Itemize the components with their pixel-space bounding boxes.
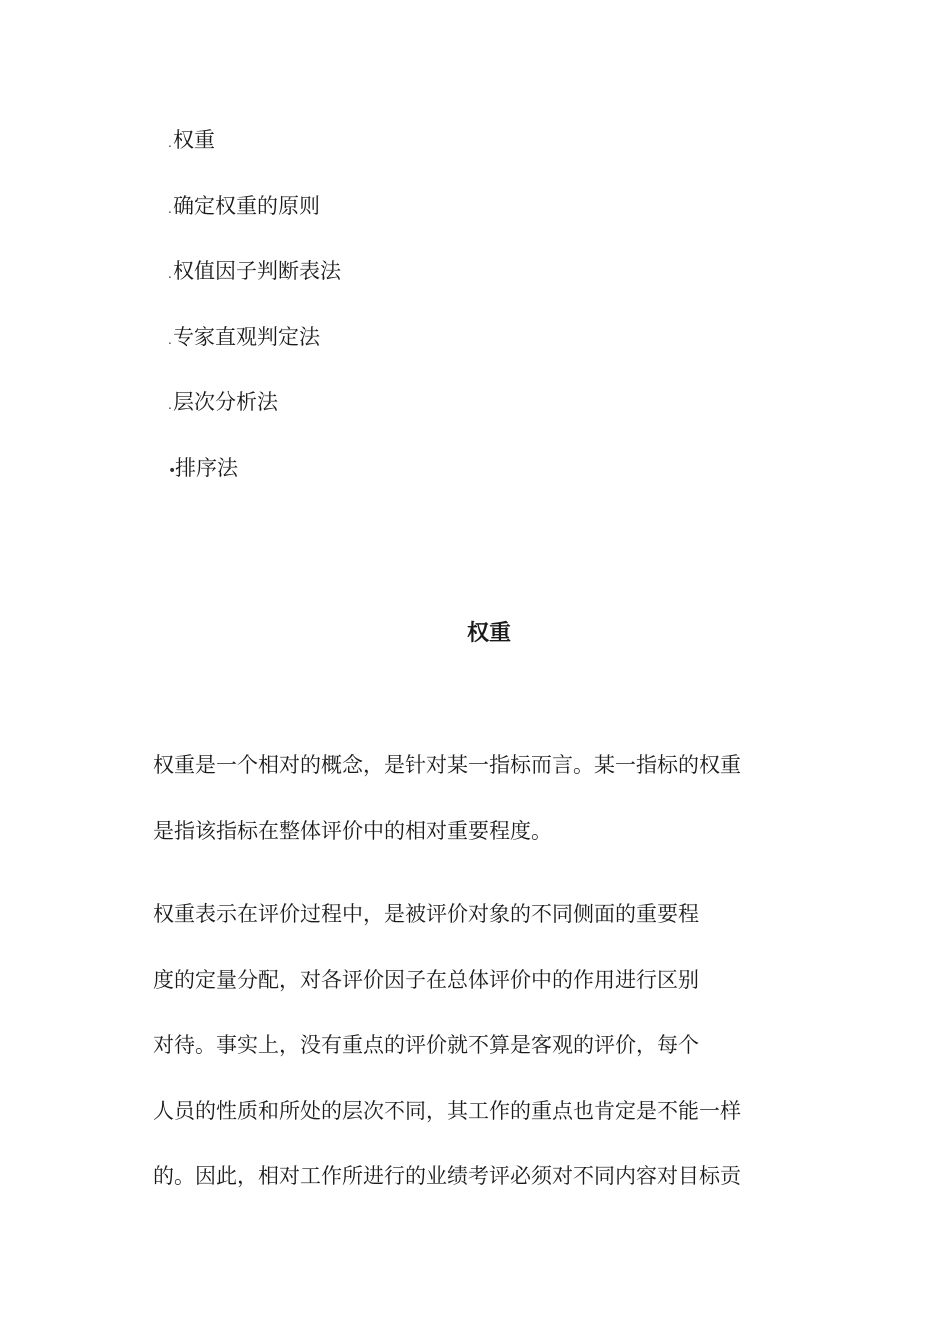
- toc-item-weight: [168, 124, 341, 190]
- paragraph-line: 权重是一个相对的概念，是针对某一指标而言。某一指标的权重: [153, 753, 741, 777]
- paragraph-explanation: [153, 898, 833, 1226]
- paragraph-line: 人员的性质和所处的层次不同，其工作的重点也肯定是不能一样: [153, 1098, 741, 1123]
- toc-marker: .: [168, 267, 172, 281]
- toc-item-label: 层次分析法: [173, 390, 278, 414]
- paragraph-definition: [153, 749, 833, 880]
- toc-item-expert-method: [168, 321, 341, 387]
- toc-marker: .: [168, 332, 172, 347]
- paragraph-line: 度的定量分配，对各评价因子在总体评价中的作用进行区别: [153, 967, 699, 992]
- toc-item-factor-table-method: [168, 255, 341, 321]
- toc-item-label: 确定权重的原则: [173, 193, 320, 218]
- paragraph-line: 对待。事实上，没有重点的评价就不算是客观的评价，每个: [153, 1033, 699, 1057]
- toc-item-label: 排序法: [175, 455, 238, 480]
- toc-item-label: 权重: [173, 128, 215, 152]
- toc-item-label: 专家直观判定法: [173, 324, 320, 349]
- toc-item-weight-principles: [168, 190, 341, 256]
- toc-item-ranking-method: [168, 452, 341, 518]
- toc-item-label: 权值因子判断表法: [173, 259, 341, 283]
- paragraph-line: 权重表示在评价过程中，是被评价对象的不同侧面的重要程: [153, 902, 699, 926]
- paragraph-line: 的。因此，相对工作所进行的业绩考评必须对不同内容对目标贡: [153, 1164, 741, 1188]
- bullet-icon: •: [168, 462, 177, 479]
- table-of-contents: [168, 124, 341, 517]
- section-title: 权重: [466, 621, 511, 646]
- toc-marker: .: [168, 136, 172, 150]
- toc-marker: .: [168, 398, 172, 412]
- toc-item-ahp: [168, 386, 341, 452]
- paragraph-line: 是指该指标在整体评价中的相对重要程度。: [153, 818, 552, 843]
- toc-marker: .: [168, 201, 172, 216]
